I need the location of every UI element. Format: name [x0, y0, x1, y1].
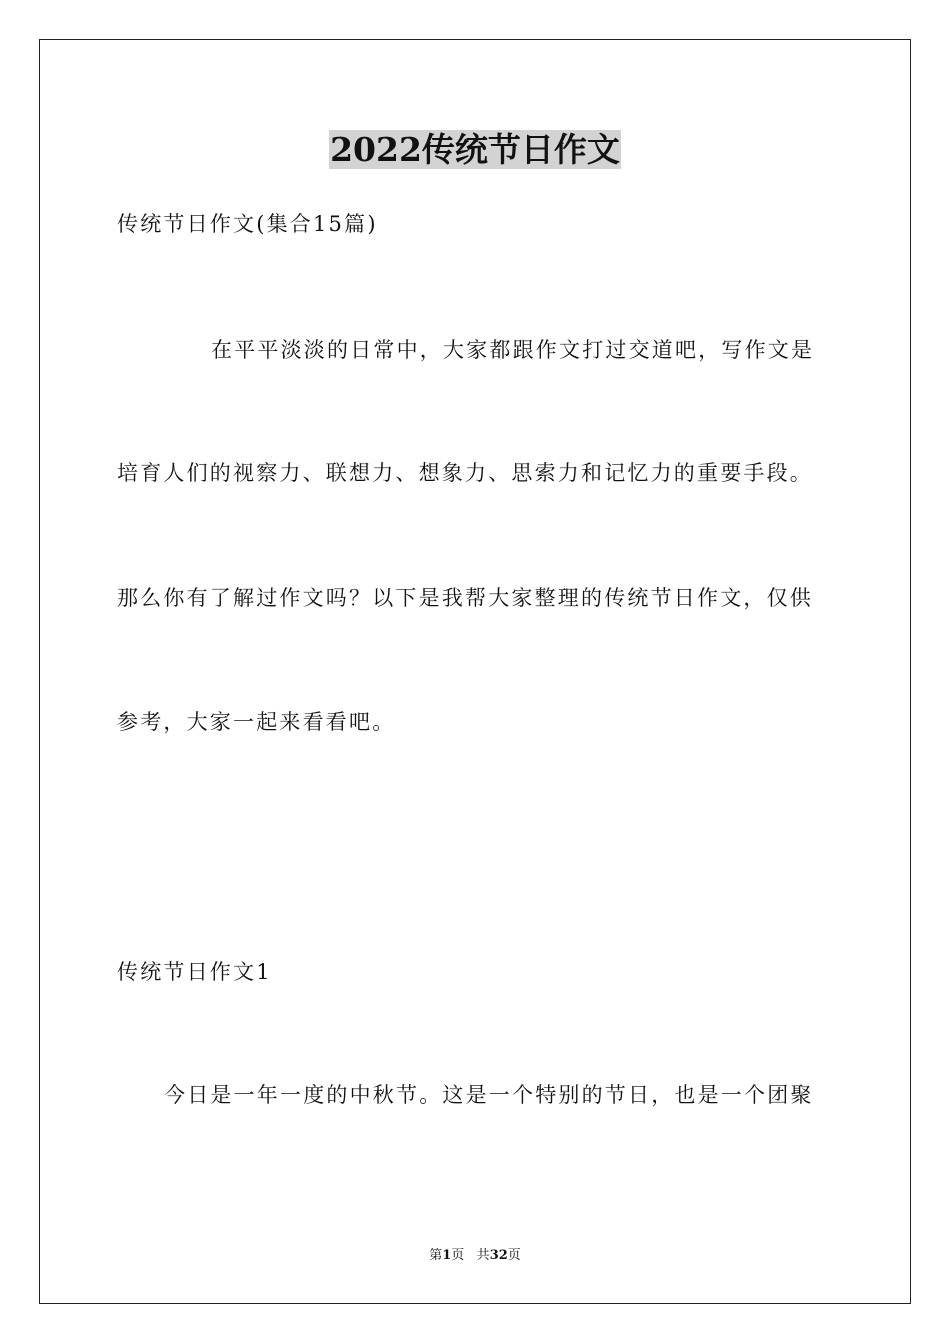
section-paragraph-line-1: 今日是一年一度的中秋节。这是一个特别的节日，也是一个团聚: [164, 1083, 814, 1107]
document-subtitle: 传统节日作文(集合15篇): [117, 212, 378, 236]
section-heading: 传统节日作文1: [117, 960, 272, 984]
intro-line-2: 培育人们的视察力、联想力、想象力、思索力和记忆力的重要手段。: [117, 461, 813, 485]
document-title-text: 2022传统节日作文: [330, 130, 620, 169]
footer-page-prefix: 第: [429, 1248, 443, 1263]
footer-total-prefix: 共: [476, 1248, 490, 1263]
intro-line-1: 在平平淡淡的日常中，大家都跟作文打过交道吧，写作文是: [211, 338, 815, 362]
footer-page-number: 1: [442, 1248, 452, 1263]
intro-line-4: 参考，大家一起来看看吧。: [117, 710, 396, 734]
footer-total-pages: 32: [489, 1248, 508, 1263]
intro-line-3: 那么你有了解过作文吗？以下是我帮大家整理的传统节日作文，仅供: [117, 586, 813, 610]
footer-page-suffix: 页: [451, 1248, 465, 1263]
page-footer: [0, 1247, 950, 1265]
document-title: [0, 128, 950, 172]
footer-total-suffix: 页: [507, 1248, 521, 1263]
